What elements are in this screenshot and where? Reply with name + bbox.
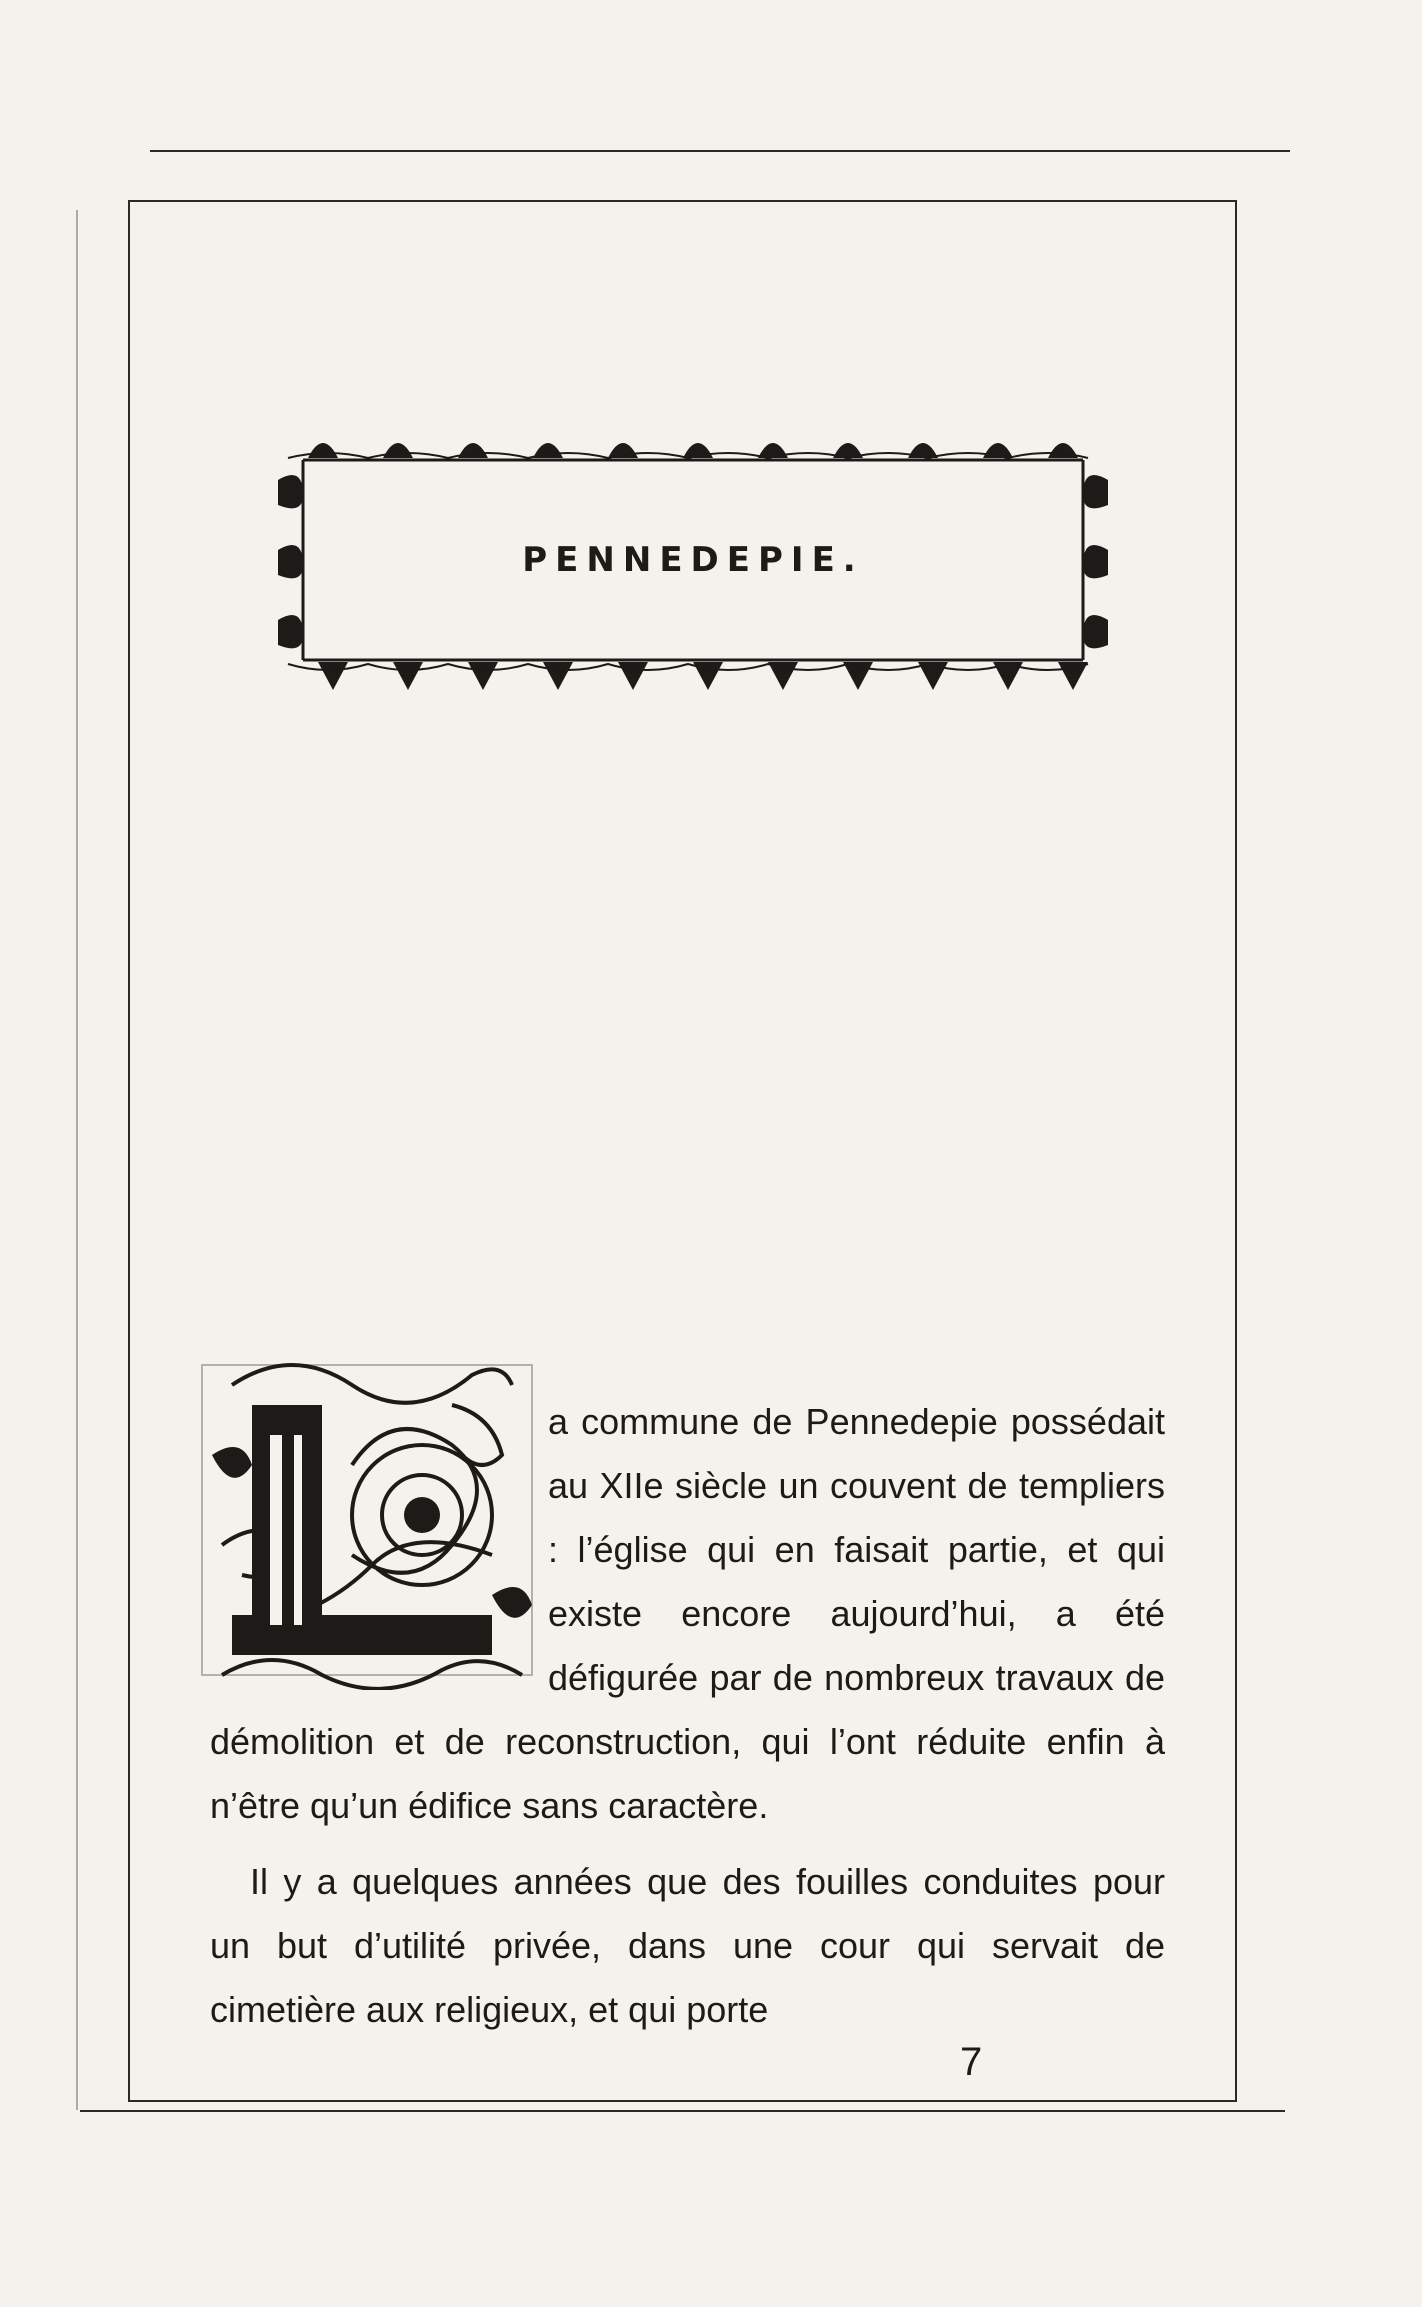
title-cartouche bbox=[268, 400, 1118, 730]
body-text bbox=[210, 1390, 1165, 2042]
top-rule bbox=[150, 150, 1290, 152]
drop-cap-space bbox=[210, 1390, 548, 1708]
place-name-heading: PENNEDEPIE. bbox=[522, 540, 864, 580]
paragraph-2: Il y a quelques années que des fouilles conduites pour un but d’utilité privée, dans une cour qui servait de cimetière aux religieux, et qui porte bbox=[210, 1861, 1165, 2030]
bottom-rule bbox=[80, 2110, 1285, 2112]
left-margin-rule bbox=[76, 210, 78, 2110]
paragraph-1 bbox=[210, 1390, 1165, 1838]
page-number: 7 bbox=[960, 2040, 983, 2084]
paragraph-1-text: a commune de Pennedepie possédait au XIIe siècle un couvent de templiers : l’église qui en faisait partie, et qui existe encore aujourd’hui, a été défigurée par de nombreux travaux de démolition et de reconstruction, qui l’ont réduite enfin à n’être qu’un édifice sans caractère. bbox=[210, 1401, 1165, 1826]
